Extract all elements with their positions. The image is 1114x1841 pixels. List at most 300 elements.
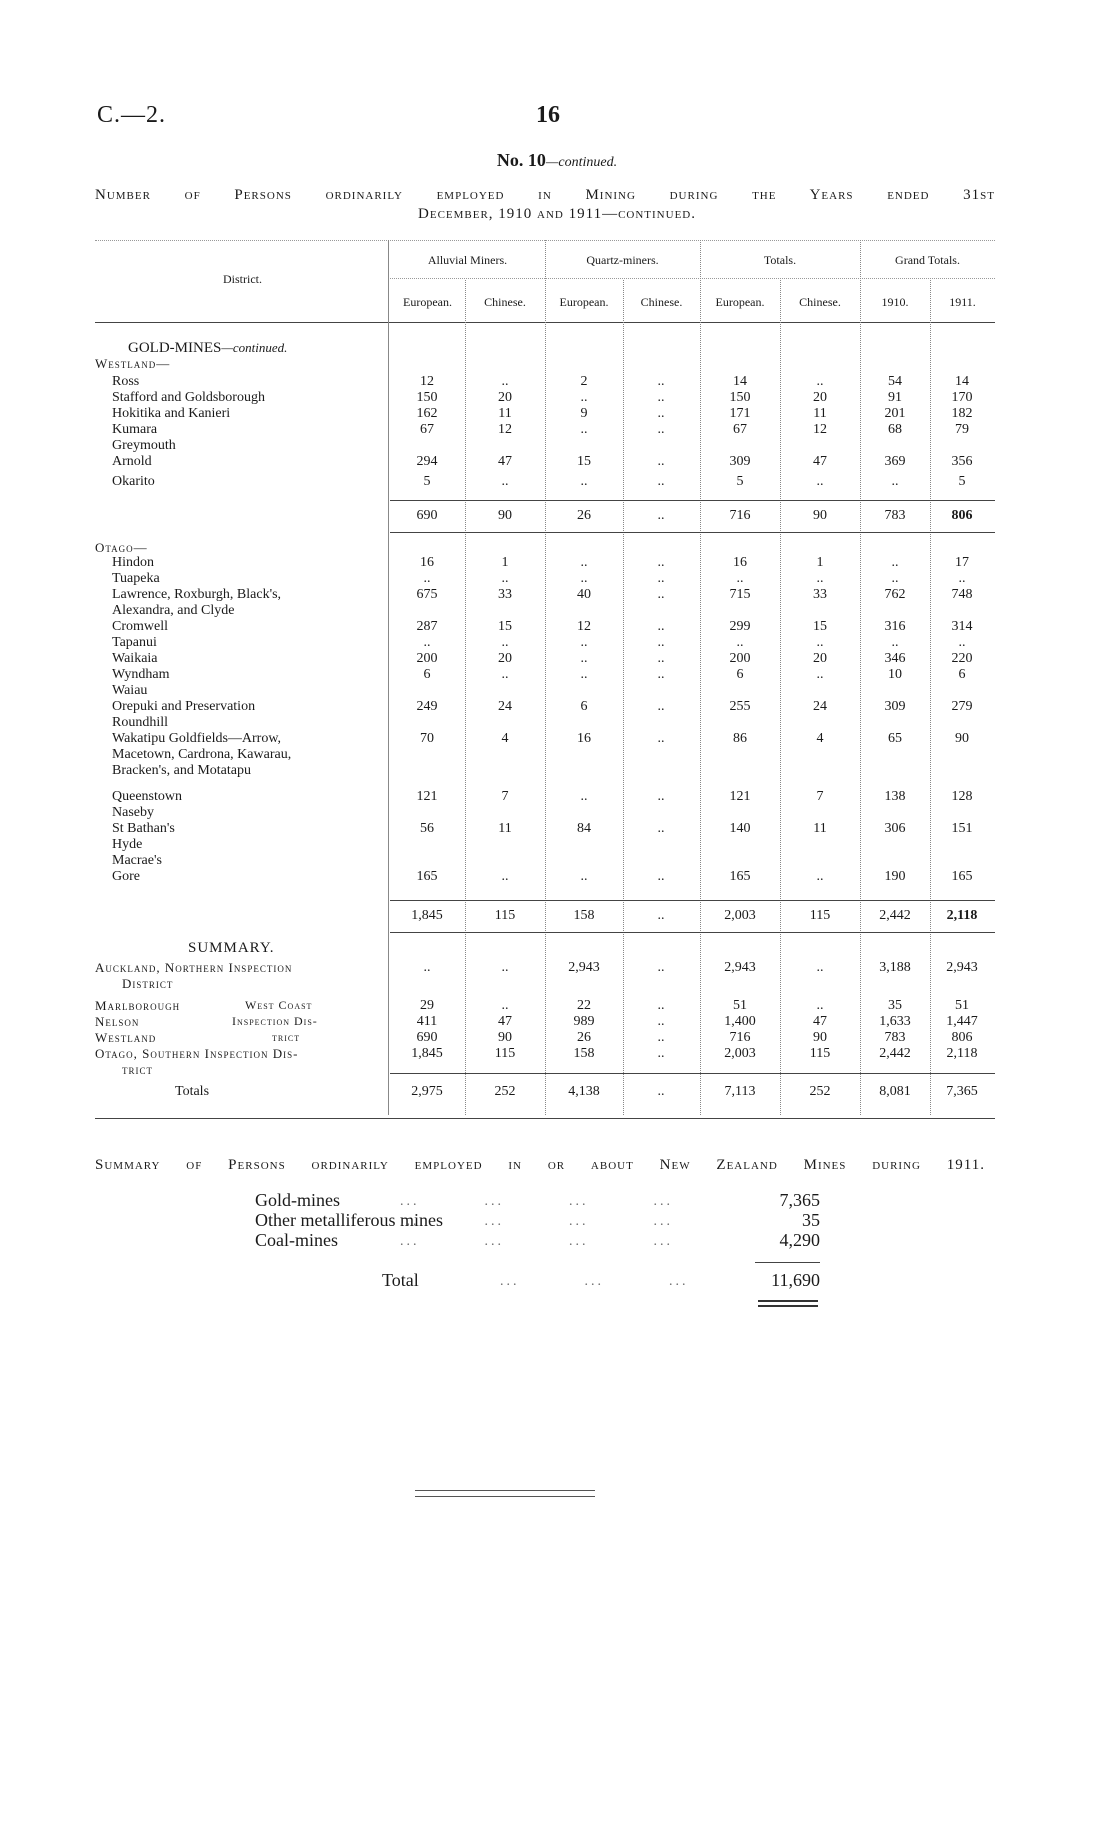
cell-quartz-european: .. — [580, 635, 588, 650]
cell-grand-1911: 170 — [951, 390, 973, 405]
cell-grand-1910: 35 — [888, 998, 902, 1013]
col-line — [623, 280, 624, 1115]
cell-totals-european: 67 — [733, 422, 747, 437]
cell-grand-1910: 762 — [884, 587, 906, 602]
cell-alluvial-european: 294 — [416, 454, 438, 469]
header-quartz-european: European. — [559, 295, 609, 309]
row-label: St Bathan's — [112, 821, 175, 836]
table-title-line1: Number of Persons ordinarily employed in Mining during the Years ended 31st — [95, 187, 995, 203]
summary-brace-label-1: West Coast — [245, 998, 313, 1012]
cell-grand-1910: 54 — [888, 374, 902, 389]
row-label: Stafford and Goldsborough — [112, 390, 265, 405]
row-label: Macetown, Cardrona, Kawarau, — [112, 747, 292, 762]
cell-totals-european: 309 — [729, 454, 751, 469]
row-label: Macrae's — [112, 853, 162, 868]
cell-totals-european: 171 — [729, 406, 751, 421]
cell-grand-1911: 2,943 — [946, 960, 978, 975]
cell-totals-chinese: .. — [816, 960, 824, 975]
totals-rule — [390, 1073, 995, 1074]
cell-quartz-chinese: .. — [657, 635, 665, 650]
page-number: 16 — [536, 102, 560, 128]
cell-totals-chinese: 1 — [816, 555, 824, 570]
cell-quartz-chinese: .. — [657, 1030, 665, 1045]
summary-row-label: Nelson — [95, 1014, 140, 1029]
cell-grand-1911: 806 — [951, 1030, 973, 1045]
cell-grand-1911: 90 — [955, 731, 969, 746]
cell-quartz-european: .. — [580, 789, 588, 804]
totals-grand-1911: 7,365 — [946, 1084, 978, 1099]
cell-quartz-european: .. — [580, 869, 588, 884]
cell-alluvial-chinese: 20 — [498, 390, 512, 405]
cell-grand-1910: 1,633 — [879, 1014, 911, 1029]
total-alluvial-chinese: 115 — [494, 908, 516, 923]
cell-alluvial-chinese: 7 — [501, 789, 509, 804]
totals-alluvial-european: 2,975 — [411, 1084, 443, 1099]
summary-total-value: 11,690 — [771, 1270, 820, 1290]
summary-row-label: Otago, Southern Inspection Dis- — [95, 1046, 299, 1061]
row-label: Waiau — [112, 683, 148, 698]
row-label: Alexandra, and Clyde — [112, 603, 235, 618]
row-label: Ross — [112, 374, 140, 389]
row-label: Tapanui — [112, 635, 157, 650]
cell-quartz-chinese: .. — [657, 667, 665, 682]
cell-totals-chinese: 4 — [816, 731, 824, 746]
cell-alluvial-european: 411 — [416, 1014, 438, 1029]
cell-alluvial-chinese: .. — [501, 571, 509, 586]
row-label: Okarito — [112, 474, 155, 489]
total-alluvial-european: 690 — [416, 508, 438, 523]
row-label: Hyde — [112, 837, 143, 852]
row-label: Kumara — [112, 422, 158, 437]
cell-totals-european: 6 — [736, 667, 744, 682]
cell-grand-1911: 128 — [951, 789, 973, 804]
cell-totals-european: 716 — [729, 1030, 751, 1045]
cell-alluvial-european: 121 — [416, 789, 438, 804]
cell-alluvial-european: 70 — [420, 731, 434, 746]
row-label: Hokitika and Kanieri — [112, 406, 231, 421]
footer-rule — [415, 1490, 595, 1491]
cell-quartz-european: .. — [580, 667, 588, 682]
cell-quartz-chinese: .. — [657, 998, 665, 1013]
header-quartz-chinese: Chinese. — [640, 295, 683, 309]
cell-grand-1910: .. — [891, 555, 899, 570]
totals-totals-chinese: 252 — [809, 1084, 831, 1099]
cell-totals-european: 86 — [733, 731, 747, 746]
cell-alluvial-european: .. — [423, 960, 431, 975]
cell-alluvial-chinese: .. — [501, 998, 509, 1013]
cell-quartz-chinese: .. — [657, 1046, 665, 1061]
summary-item-label: Gold-mines — [255, 1190, 340, 1210]
total-totals-chinese: 115 — [809, 908, 831, 923]
header-alluvial: Alluvial Miners. — [427, 253, 508, 267]
total-totals-european: 716 — [729, 508, 751, 523]
subtotal-rule — [390, 900, 995, 901]
cell-quartz-european: .. — [580, 422, 588, 437]
summary-brace-label-3: trict — [272, 1030, 301, 1044]
cell-grand-1910: 369 — [884, 454, 906, 469]
total-alluvial-european: 1,845 — [411, 908, 443, 923]
cell-quartz-european: .. — [580, 474, 588, 489]
cell-totals-chinese: 33 — [813, 587, 827, 602]
total-quartz-chinese: .. — [657, 508, 665, 523]
cell-totals-chinese: 11 — [813, 821, 827, 836]
cell-totals-european: 299 — [729, 619, 751, 634]
cell-totals-chinese: .. — [816, 635, 824, 650]
cell-totals-chinese: .. — [816, 869, 824, 884]
cell-totals-european: 16 — [733, 555, 747, 570]
row-label: Tuapeka — [112, 571, 160, 586]
leader-dots: ... ... ... — [500, 1274, 689, 1289]
summary-total-label: Total — [382, 1270, 419, 1290]
row-label: Cromwell — [112, 619, 168, 634]
cell-alluvial-chinese: 11 — [498, 406, 512, 421]
cell-totals-chinese: .. — [816, 374, 824, 389]
cell-grand-1910: 10 — [888, 667, 902, 682]
cell-quartz-chinese: .. — [657, 555, 665, 570]
totals-label: Totals — [175, 1084, 210, 1099]
cell-alluvial-european: 287 — [416, 619, 438, 634]
row-label: Orepuki and Preservation — [112, 699, 256, 714]
cell-quartz-chinese: .. — [657, 869, 665, 884]
summary-row-label: trict — [122, 1062, 153, 1077]
cell-quartz-chinese: .. — [657, 390, 665, 405]
totals-grand-1910: 8,081 — [879, 1084, 911, 1099]
cell-quartz-european: 158 — [573, 1046, 595, 1061]
row-label: Queenstown — [112, 789, 182, 804]
cell-grand-1911: 356 — [951, 454, 973, 469]
row-label: Waikaia — [112, 651, 158, 666]
cell-alluvial-european: 6 — [423, 667, 431, 682]
cell-alluvial-chinese: 24 — [498, 699, 512, 714]
col-line — [700, 240, 701, 1115]
summary-row-label: Westland — [95, 1030, 157, 1045]
cell-totals-chinese: 7 — [816, 789, 824, 804]
cell-grand-1910: 68 — [888, 422, 902, 437]
summary-brace-label-2: Inspection Dis- — [232, 1014, 318, 1028]
cell-totals-chinese: 47 — [813, 454, 827, 469]
cell-grand-1911: 314 — [951, 619, 973, 634]
summary-title: Summary of Persons ordinarily employed in or about New Zealand Mines during 1911. — [95, 1157, 985, 1173]
cell-quartz-chinese: .. — [657, 374, 665, 389]
cell-alluvial-european: 29 — [420, 998, 434, 1013]
cell-totals-european: 121 — [729, 789, 751, 804]
total-totals-chinese: 90 — [813, 508, 827, 523]
cell-quartz-chinese: .. — [657, 960, 665, 975]
cell-grand-1911: 51 — [955, 998, 969, 1013]
total-grand-1910: 2,442 — [879, 908, 911, 923]
cell-alluvial-chinese: .. — [501, 374, 509, 389]
cell-quartz-chinese: .. — [657, 789, 665, 804]
cell-grand-1910: 783 — [884, 1030, 906, 1045]
cell-totals-european: 715 — [729, 587, 751, 602]
cell-grand-1911: 5 — [958, 474, 966, 489]
cell-totals-chinese: 24 — [813, 699, 827, 714]
cell-totals-chinese: .. — [816, 474, 824, 489]
cell-quartz-chinese: .. — [657, 474, 665, 489]
cell-totals-chinese: 47 — [813, 1014, 827, 1029]
leader-dots: ... ... ... ... — [400, 1214, 673, 1229]
cell-alluvial-european: 12 — [420, 374, 434, 389]
total-double-rule — [758, 1305, 818, 1307]
cell-quartz-european: 9 — [580, 406, 588, 421]
cell-alluvial-european: 16 — [420, 555, 434, 570]
subtotal-rule — [390, 532, 995, 533]
total-totals-european: 2,003 — [724, 908, 756, 923]
cell-alluvial-chinese: 4 — [501, 731, 509, 746]
section-gold-mines: GOLD-MINES—continued. — [128, 340, 288, 356]
total-quartz-european: 158 — [573, 908, 595, 923]
cell-totals-european: 2,943 — [724, 960, 756, 975]
cell-alluvial-european: 5 — [423, 474, 431, 489]
section-summary: SUMMARY. — [188, 940, 275, 956]
cell-alluvial-european: 67 — [420, 422, 434, 437]
cell-alluvial-chinese: 47 — [498, 454, 512, 469]
cell-totals-european: .. — [736, 635, 744, 650]
row-label: Lawrence, Roxburgh, Black's, — [112, 587, 282, 602]
subtotal-rule — [390, 500, 995, 501]
total-alluvial-chinese: 90 — [498, 508, 512, 523]
cell-quartz-chinese: .. — [657, 731, 665, 746]
cell-totals-european: .. — [736, 571, 744, 586]
cell-alluvial-european: 162 — [416, 406, 438, 421]
row-label: Wyndham — [112, 667, 170, 682]
cell-totals-european: 150 — [729, 390, 751, 405]
total-double-rule — [758, 1300, 818, 1302]
cell-grand-1910: .. — [891, 635, 899, 650]
cell-alluvial-chinese: .. — [501, 667, 509, 682]
cell-alluvial-chinese: .. — [501, 474, 509, 489]
col-line — [388, 240, 389, 1115]
cell-quartz-european: 16 — [577, 731, 591, 746]
table-bottom-rule — [95, 1118, 995, 1119]
cell-grand-1911: 6 — [958, 667, 966, 682]
cell-quartz-european: .. — [580, 651, 588, 666]
cell-quartz-european: .. — [580, 571, 588, 586]
section-westland: Westland— — [95, 356, 171, 371]
header-alluvial-chinese: Chinese. — [484, 295, 526, 309]
cell-alluvial-chinese: .. — [501, 869, 509, 884]
cell-alluvial-chinese: 15 — [498, 619, 512, 634]
cell-alluvial-european: 165 — [416, 869, 438, 884]
cell-totals-chinese: .. — [816, 667, 824, 682]
total-quartz-european: 26 — [577, 508, 591, 523]
cell-totals-chinese: 15 — [813, 619, 827, 634]
header-totals-chinese: Chinese. — [799, 295, 841, 309]
cell-totals-european: 5 — [736, 474, 744, 489]
cell-totals-european: 140 — [729, 821, 751, 836]
cell-quartz-chinese: .. — [657, 454, 665, 469]
cell-totals-chinese: 90 — [813, 1030, 827, 1045]
row-label: Wakatipu Goldfields—Arrow, — [112, 731, 282, 746]
cell-grand-1911: 151 — [951, 821, 973, 836]
cell-totals-european: 2,003 — [724, 1046, 756, 1061]
summary-row-label: Auckland, Northern Inspection — [95, 960, 293, 975]
summary-row-label: District — [122, 976, 174, 991]
cell-grand-1911: 748 — [951, 587, 973, 602]
cell-grand-1911: 1,447 — [946, 1014, 978, 1029]
cell-grand-1911: 2,118 — [946, 1046, 978, 1061]
cell-totals-chinese: 20 — [813, 651, 827, 666]
col-line — [780, 280, 781, 1115]
cell-alluvial-european: 150 — [416, 390, 438, 405]
header-alluvial-european: European. — [403, 295, 452, 309]
summary-item-value: 7,365 — [779, 1190, 820, 1210]
total-rule — [755, 1262, 820, 1263]
cell-alluvial-european: 1,845 — [411, 1046, 443, 1061]
cell-quartz-chinese: .. — [657, 821, 665, 836]
cell-alluvial-chinese: .. — [501, 635, 509, 650]
cell-grand-1910: 306 — [884, 821, 906, 836]
cell-alluvial-european: 690 — [416, 1030, 438, 1045]
cell-quartz-european: 2 — [580, 374, 588, 389]
cell-alluvial-european: 249 — [416, 699, 438, 714]
cell-quartz-chinese: .. — [657, 422, 665, 437]
row-label: Arnold — [112, 454, 152, 469]
cell-quartz-chinese: .. — [657, 651, 665, 666]
cell-quartz-european: .. — [580, 555, 588, 570]
leader-dots: ... ... ... ... — [400, 1234, 673, 1249]
cell-totals-chinese: 115 — [809, 1046, 831, 1061]
cell-totals-chinese: 12 — [813, 422, 827, 437]
cell-totals-chinese: 20 — [813, 390, 827, 405]
cell-grand-1910: 91 — [888, 390, 902, 405]
cell-totals-european: 14 — [733, 374, 747, 389]
cell-alluvial-chinese: 115 — [494, 1046, 516, 1061]
cell-grand-1910: .. — [891, 474, 899, 489]
row-label: Naseby — [112, 805, 154, 820]
summary-item-value: 35 — [802, 1210, 820, 1230]
row-label: Roundhill — [112, 715, 169, 730]
header-totals: Totals. — [763, 253, 797, 267]
table-title-line2: December, 1910 and 1911—continued. — [418, 206, 696, 222]
row-label: Hindon — [112, 555, 154, 570]
cell-alluvial-chinese: 33 — [498, 587, 512, 602]
cell-grand-1910: 346 — [884, 651, 906, 666]
cell-grand-1910: 2,442 — [879, 1046, 911, 1061]
cell-totals-european: 165 — [729, 869, 751, 884]
header-1911: 1911. — [949, 295, 976, 309]
row-label: Greymouth — [112, 438, 176, 453]
cell-quartz-european: 15 — [577, 454, 591, 469]
cell-alluvial-chinese: 12 — [498, 422, 512, 437]
cell-quartz-chinese: .. — [657, 1014, 665, 1029]
cell-grand-1910: 3,188 — [879, 960, 911, 975]
cell-grand-1910: 309 — [884, 699, 906, 714]
header-mid-rule — [390, 278, 995, 279]
cell-totals-european: 255 — [729, 699, 751, 714]
cell-grand-1911: 279 — [951, 699, 973, 714]
cell-alluvial-chinese: 47 — [498, 1014, 512, 1029]
row-label: Bracken's, and Motatapu — [112, 763, 251, 778]
cell-totals-chinese: 11 — [813, 406, 827, 421]
cell-alluvial-european: 56 — [420, 821, 434, 836]
total-grand-1911: 2,118 — [946, 908, 978, 923]
table-continued: —continued. — [545, 155, 618, 170]
row-label: Gore — [112, 869, 140, 884]
header-district: District. — [223, 272, 262, 286]
total-grand-1910: 783 — [884, 508, 906, 523]
total-grand-1911: 806 — [951, 508, 973, 523]
header-totals-european: European. — [715, 295, 765, 309]
totals-quartz-chinese: .. — [657, 1084, 665, 1099]
cell-totals-european: 1,400 — [724, 1014, 756, 1029]
cell-quartz-european: 40 — [577, 587, 591, 602]
cell-quartz-european: 12 — [577, 619, 591, 634]
cell-alluvial-european: 200 — [416, 651, 438, 666]
cell-grand-1910: 190 — [884, 869, 906, 884]
cell-quartz-european: 2,943 — [568, 960, 600, 975]
summary-item-value: 4,290 — [779, 1230, 820, 1250]
cell-grand-1911: 17 — [955, 555, 969, 570]
cell-quartz-chinese: .. — [657, 571, 665, 586]
cell-alluvial-chinese: 90 — [498, 1030, 512, 1045]
summary-item-label: Coal-mines — [255, 1230, 338, 1250]
cell-grand-1910: 65 — [888, 731, 902, 746]
col-line — [465, 280, 466, 1115]
cell-totals-european: 200 — [729, 651, 751, 666]
cell-grand-1911: 165 — [951, 869, 973, 884]
cell-grand-1910: 316 — [884, 619, 906, 634]
cell-quartz-european: 26 — [577, 1030, 591, 1045]
section-otago: Otago— — [95, 540, 148, 555]
cell-quartz-european: 22 — [577, 998, 591, 1013]
cell-grand-1910: 201 — [884, 406, 906, 421]
cell-quartz-chinese: .. — [657, 406, 665, 421]
cell-quartz-chinese: .. — [657, 619, 665, 634]
cell-quartz-european: 84 — [577, 821, 591, 836]
totals-alluvial-chinese: 252 — [494, 1084, 516, 1099]
header-grand-totals: Grand Totals. — [895, 253, 960, 267]
cell-grand-1911: .. — [958, 571, 966, 586]
cell-alluvial-chinese: .. — [501, 960, 509, 975]
cell-alluvial-european: .. — [423, 635, 431, 650]
cell-totals-chinese: .. — [816, 571, 824, 586]
col-line — [545, 240, 546, 1115]
cell-grand-1911: 220 — [951, 651, 973, 666]
cell-grand-1911: 14 — [955, 374, 969, 389]
header-quartz: Quartz-miners. — [586, 253, 659, 267]
totals-quartz-european: 4,138 — [568, 1084, 600, 1099]
cell-quartz-european: .. — [580, 390, 588, 405]
cell-grand-1911: .. — [958, 635, 966, 650]
cell-alluvial-chinese: 11 — [498, 821, 512, 836]
subtotal-rule — [390, 932, 995, 933]
summary-row-label: Marlborough — [95, 998, 181, 1013]
cell-alluvial-chinese: 20 — [498, 651, 512, 666]
cell-totals-chinese: .. — [816, 998, 824, 1013]
cell-quartz-chinese: .. — [657, 587, 665, 602]
cell-alluvial-chinese: 1 — [501, 555, 509, 570]
cell-alluvial-european: 675 — [416, 587, 438, 602]
cell-quartz-european: 6 — [580, 699, 588, 714]
table-number — [0, 150, 1114, 171]
summary-item-label: Other metalliferous mines — [255, 1210, 443, 1230]
total-quartz-chinese: .. — [657, 908, 665, 923]
cell-grand-1910: .. — [891, 571, 899, 586]
cell-alluvial-european: .. — [423, 571, 431, 586]
totals-totals-european: 7,113 — [724, 1084, 756, 1099]
cell-grand-1910: 138 — [884, 789, 906, 804]
leader-dots: ... ... ... ... — [400, 1194, 673, 1209]
table-number-label: No. 10 — [496, 150, 546, 170]
cell-totals-european: 51 — [733, 998, 747, 1013]
footer-rule — [415, 1496, 595, 1497]
header-1910: 1910. — [881, 295, 909, 309]
page-reference: C.—2. — [97, 102, 167, 128]
cell-grand-1911: 182 — [951, 406, 973, 421]
cell-quartz-chinese: .. — [657, 699, 665, 714]
cell-quartz-european: 989 — [573, 1014, 595, 1029]
